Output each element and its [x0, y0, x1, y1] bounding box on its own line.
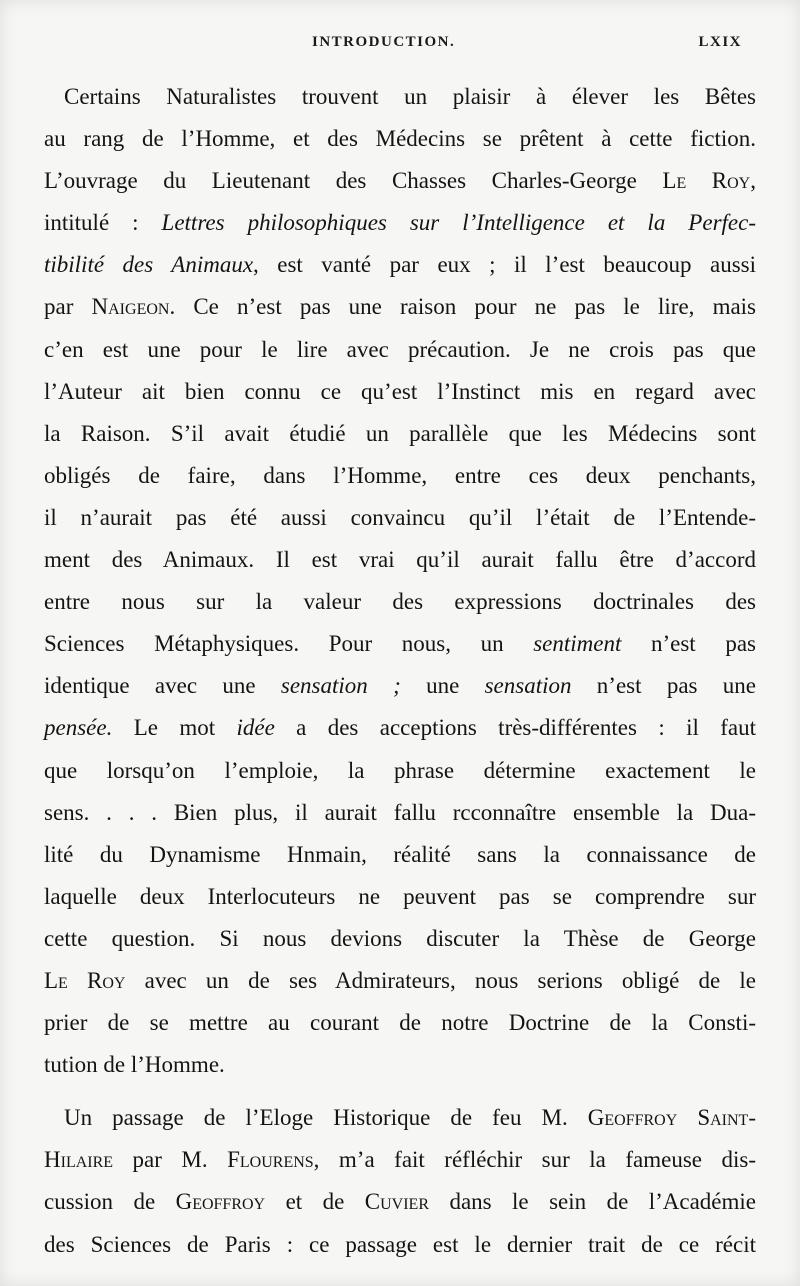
text-line — [44, 1097, 756, 1139]
text-line — [44, 160, 756, 202]
text-segment: n’est pas une — [571, 673, 757, 699]
small-caps-name: Naigeon — [91, 294, 170, 320]
text-segment: cette question. Si nous devions discuter la Thèse de George — [44, 925, 756, 951]
text-segment: dans le sein de l’Académie — [429, 1189, 756, 1215]
text-segment: il n’aurait pas été aussi convaincu qu’il l’était de l’Entende- — [44, 504, 756, 530]
text-line — [44, 202, 756, 244]
text-line — [44, 539, 756, 581]
text-segment: . Ce n’est pas une raison pour ne pas le lire, mais — [169, 294, 757, 320]
small-caps-name: Geoffroy — [175, 1189, 266, 1215]
text-segment: des Sciences de Paris : ce passage est le dernier trait de ce récit — [44, 1231, 756, 1257]
italic-text: sensation ; — [280, 673, 401, 699]
paragraph — [44, 76, 756, 1086]
text-line — [44, 118, 756, 160]
text-segment: une — [400, 673, 485, 699]
text-segment: , est vanté par eux ; il l’est beaucoup aussi — [253, 252, 756, 278]
text-segment: avec un de ses Admirateurs, nous serions obligé de le — [125, 967, 756, 993]
text-segment: laquelle deux Interlocuteurs ne peuvent pas se comprendre sur — [44, 883, 756, 909]
text-line — [44, 1181, 756, 1223]
small-caps-name: Le Roy — [662, 168, 751, 194]
body-text — [44, 76, 756, 1266]
text-line — [44, 286, 756, 328]
italic-text: sentiment — [533, 631, 622, 657]
italic-text: pensée. — [44, 715, 113, 741]
small-caps-name: Geoffroy Saint- — [587, 1105, 756, 1131]
italic-text: sensation — [484, 673, 572, 699]
running-head: INTRODUCTION. — [312, 34, 456, 50]
text-segment: que lorsqu’on l’emploie, la phrase détermine exactement le — [44, 757, 756, 783]
text-segment: cussion de — [44, 1189, 176, 1215]
text-line — [44, 960, 756, 1002]
paragraph — [44, 1097, 756, 1265]
text-segment: , — [750, 168, 756, 194]
text-line — [44, 1044, 756, 1086]
text-line — [44, 455, 756, 497]
text-segment: l’Auteur ait bien connu ce qu’est l’Instinct mis en regard avec — [44, 378, 756, 404]
text-line — [44, 750, 756, 792]
text-segment: obligés de faire, dans l’Homme, entre ces deux penchants, — [44, 462, 756, 488]
text-segment: Certains Naturalistes trouvent un plaisir à élever les Bêtes — [64, 84, 756, 109]
text-line — [44, 876, 756, 918]
text-line — [44, 413, 756, 455]
text-segment: la Raison. S’il avait étudié un parallèle que les Médecins sont — [44, 420, 756, 446]
text-segment: au rang de l’Homme, et des Médecins se prêtent à cette fiction. — [44, 126, 756, 152]
text-segment: , m’a fait réfléchir sur la fameuse dis- — [313, 1147, 756, 1173]
small-caps-name: Flourens — [227, 1147, 314, 1173]
page-header — [312, 34, 742, 56]
italic-text: Lettres philosophiques sur l’Intelligence et la Perfec- — [161, 210, 756, 236]
text-segment: L’ouvrage du Lieutenant des Chasses Charles-George — [44, 168, 663, 194]
text-line — [44, 1224, 756, 1266]
text-segment: intitulé : — [44, 210, 162, 236]
text-line — [44, 1002, 756, 1044]
text-line — [44, 244, 756, 286]
text-line — [44, 371, 756, 413]
text-segment: entre nous sur la valeur des expressions doctrinales des — [44, 589, 756, 615]
text-line — [44, 581, 756, 623]
text-segment: lité du Dynamisme Hnmain, réalité sans la connaissance de — [44, 841, 756, 867]
page-number: LXIX — [698, 34, 742, 50]
italic-text: tibilité des Animaux — [44, 252, 254, 278]
text-segment: a des acceptions très-différentes : il faut — [274, 715, 756, 741]
text-line — [44, 707, 756, 749]
text-segment: et de — [265, 1189, 365, 1215]
text-line — [44, 665, 756, 707]
text-line — [44, 329, 756, 371]
text-line — [44, 1139, 756, 1181]
text-segment: prier de se mettre au courant de notre Doctrine de la Consti- — [44, 1010, 756, 1036]
text-segment: sens. . . . Bien plus, il aurait fallu rcconnaître ensemble la Dua- — [44, 799, 756, 825]
text-line — [44, 834, 756, 876]
text-segment: n’est pas — [621, 631, 756, 657]
text-segment: Un passage de l’Eloge Historique de feu M. — [64, 1105, 588, 1131]
italic-text: idée — [236, 715, 275, 741]
text-line — [44, 918, 756, 960]
text-line — [44, 497, 756, 539]
text-line — [44, 623, 756, 665]
text-segment: ment des Animaux. Il est vrai qu’il aurait fallu être d’accord — [44, 547, 756, 573]
text-segment: c’en est une pour le lire avec précaution. Je ne crois pas que — [44, 336, 756, 362]
small-caps-name: Hilaire — [44, 1147, 114, 1173]
text-segment: par M. — [113, 1147, 228, 1173]
small-caps-name: Cuvier — [364, 1189, 429, 1215]
text-segment: identique avec une — [44, 673, 281, 699]
text-segment: Le mot — [112, 715, 237, 741]
text-line — [44, 792, 756, 834]
text-line — [44, 76, 756, 118]
text-segment: par — [44, 294, 92, 320]
text-segment: tution de l’Homme. — [44, 1052, 225, 1078]
small-caps-name: Le Roy — [44, 967, 126, 993]
text-segment: Sciences Métaphysiques. Pour nous, un — [44, 631, 534, 657]
